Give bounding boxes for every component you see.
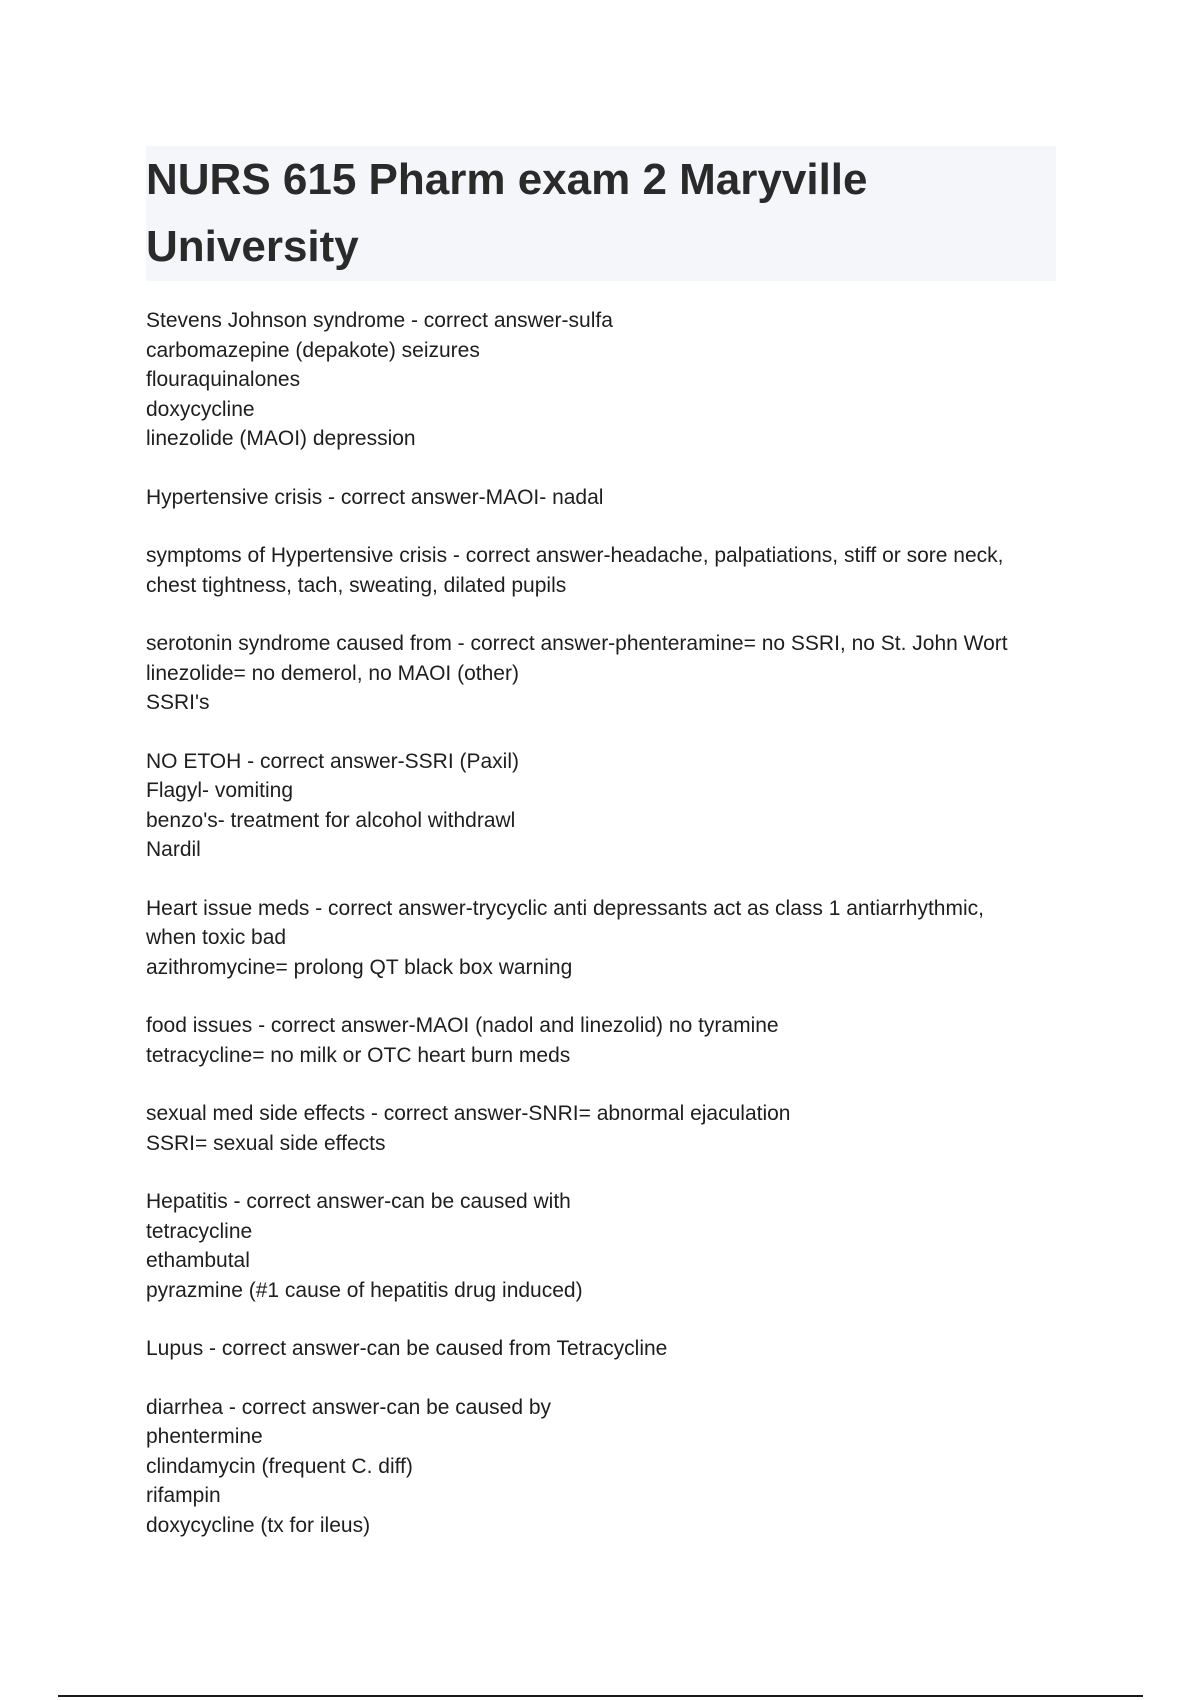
qa-entry xyxy=(146,1187,1076,1305)
qa-line: doxycycline xyxy=(146,397,255,421)
qa-line: carbomazepine (depakote) seizures xyxy=(146,338,480,362)
qa-line: Nardil xyxy=(146,838,201,861)
qa-line: SSRI's xyxy=(146,691,210,714)
qa-line: ethambutal xyxy=(146,1249,250,1272)
qa-entry xyxy=(146,1393,1076,1541)
qa-line: serotonin syndrome caused from - correct answer-phenteramine= no SSRI, no St. John Wort xyxy=(146,632,1008,655)
qa-line: diarrhea - correct answer-can be caused by xyxy=(146,1395,552,1419)
qa-entry xyxy=(146,894,1076,983)
qa-entry xyxy=(146,483,1076,513)
qa-line: tetracycline= no milk or OTC heart burn meds xyxy=(146,1043,571,1067)
qa-entry xyxy=(146,747,1076,865)
qa-line: Lupus - correct answer-can be caused from Tetracycline xyxy=(146,1337,668,1360)
qa-line: benzo's- treatment for alcohol withdrawl xyxy=(146,808,516,832)
qa-line: azithromycine= prolong QT black box warning xyxy=(146,955,573,979)
page-title: NURS 615 Pharm exam 2 Maryville University xyxy=(146,155,868,271)
qa-line: when toxic bad xyxy=(146,926,287,949)
qa-line: sexual med side effects - correct answer-SNRI= abnormal ejaculation xyxy=(146,1102,791,1125)
qa-line: Flagyl- vomiting xyxy=(146,779,294,802)
qa-line: Stevens Johnson syndrome - correct answer-sulfa xyxy=(146,309,613,332)
qa-line: flouraquinalones xyxy=(146,368,301,391)
qa-line: tetracycline xyxy=(146,1219,253,1243)
qa-line: pyrazmine (#1 cause of hepatitis drug induced) xyxy=(146,1278,583,1302)
qa-line: symptoms of Hypertensive crisis - correct answer-headache, palpatiations, stiff or sore neck, xyxy=(146,544,1004,567)
qa-line: NO ETOH - correct answer-SSRI (Paxil) xyxy=(146,749,520,773)
qa-line: phentermine xyxy=(146,1425,263,1448)
qa-line: chest tightness, tach, sweating, dilated pupils xyxy=(146,573,567,597)
qa-entry xyxy=(146,1099,1076,1158)
qa-line: Heart issue meds - correct answer-trycyclic anti depressants act as class 1 antiarrhythmic, xyxy=(146,896,984,920)
qa-line: doxycycline (tx for ileus) xyxy=(146,1513,371,1537)
qa-line: linezolide= no demerol, no MAOI (other) xyxy=(146,661,519,685)
qa-line: Hypertensive crisis - correct answer-MAOI- nadal xyxy=(146,485,604,509)
qa-entry xyxy=(146,541,1076,600)
qa-line: clindamycin (frequent C. diff) xyxy=(146,1454,413,1478)
qa-list xyxy=(146,306,1076,1569)
footer-divider xyxy=(58,1695,1143,1697)
qa-line: food issues - correct answer-MAOI (nadol and linezolid) no tyramine xyxy=(146,1014,779,1037)
qa-entry xyxy=(146,306,1076,454)
title-banner xyxy=(146,146,1056,281)
qa-line: Hepatitis - correct answer-can be caused with xyxy=(146,1190,571,1213)
qa-entry xyxy=(146,629,1076,718)
qa-line: rifampin xyxy=(146,1484,221,1507)
qa-line: SSRI= sexual side effects xyxy=(146,1131,386,1155)
qa-line: linezolide (MAOI) depression xyxy=(146,427,416,450)
qa-entry xyxy=(146,1011,1076,1070)
qa-entry xyxy=(146,1334,1076,1364)
